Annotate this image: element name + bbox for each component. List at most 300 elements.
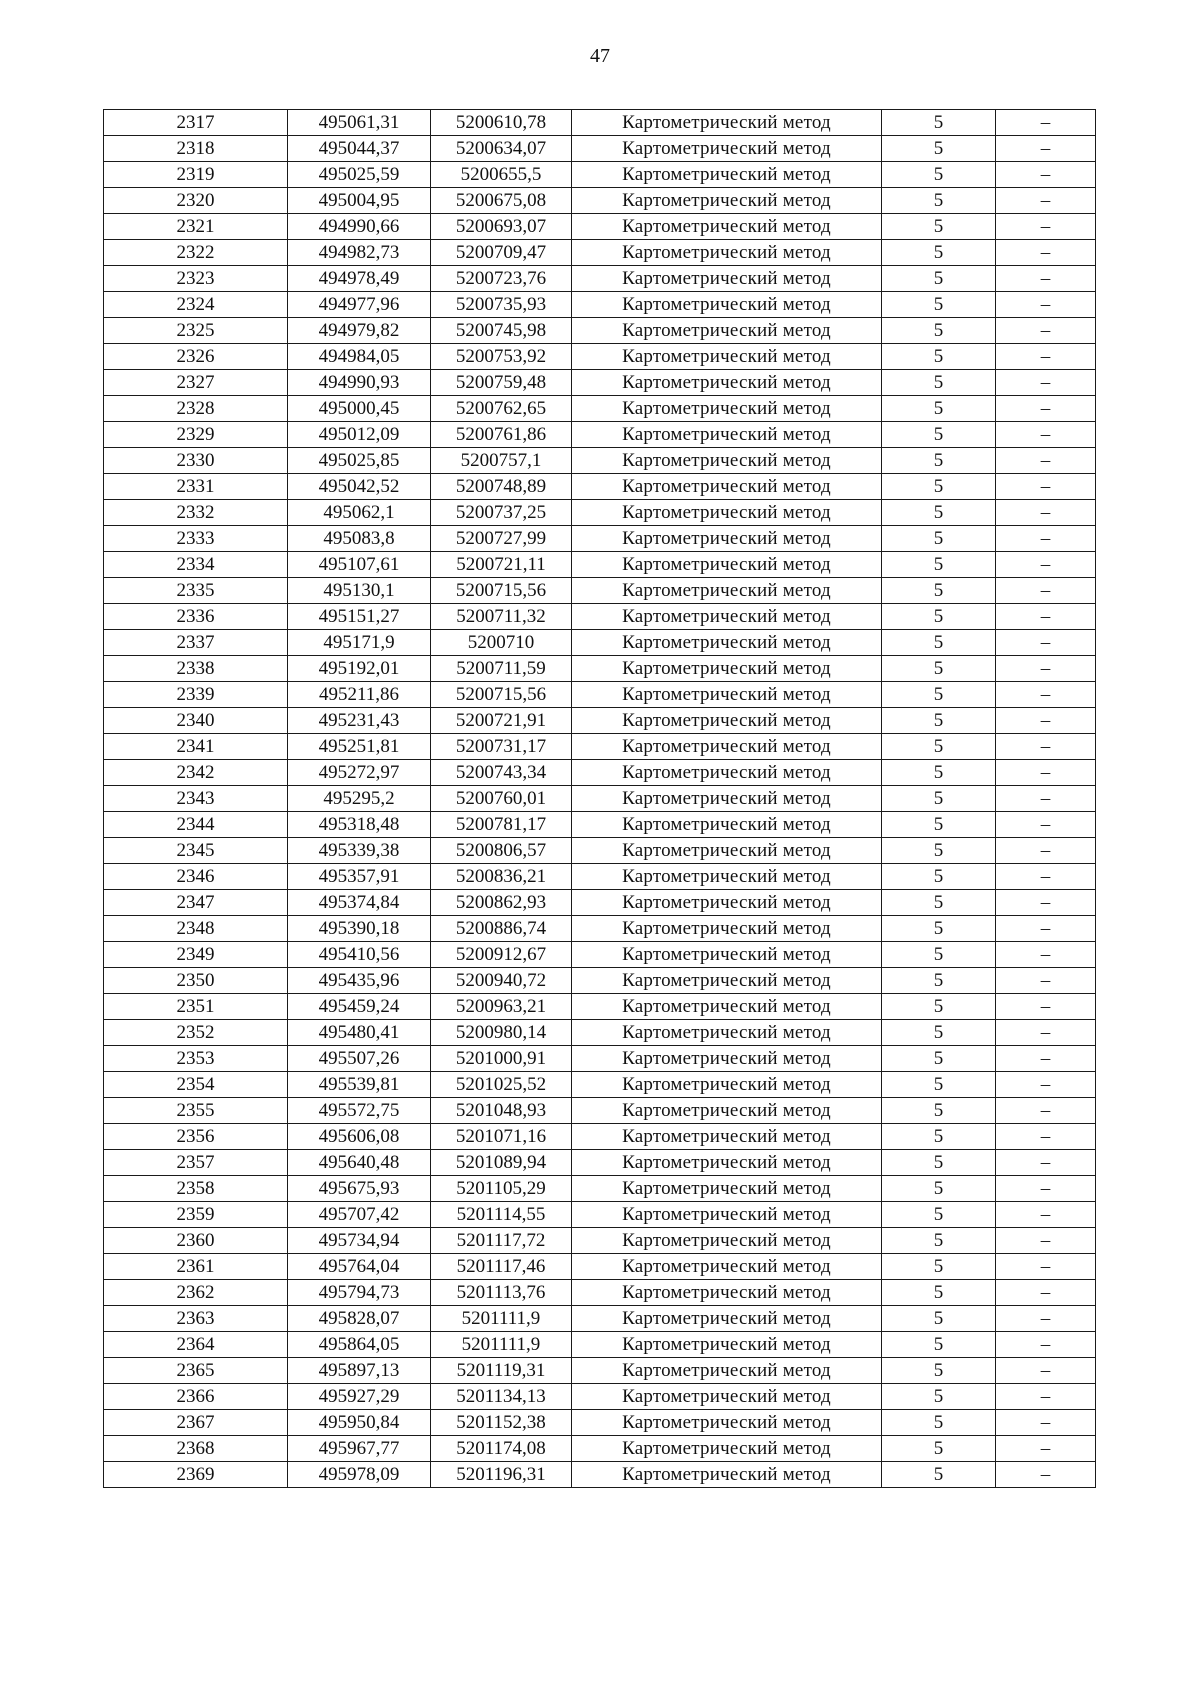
accuracy-cell: 5 <box>882 578 996 604</box>
point-number-cell: 2350 <box>104 968 288 994</box>
x-coordinate-cell: 495864,05 <box>288 1332 431 1358</box>
method-cell: Картометрический метод <box>572 1098 882 1124</box>
description-cell: – <box>996 1462 1096 1488</box>
table-row <box>104 630 1096 656</box>
point-number-cell: 2354 <box>104 1072 288 1098</box>
x-coordinate-cell: 495828,07 <box>288 1306 431 1332</box>
description-cell: – <box>996 1228 1096 1254</box>
table-row <box>104 422 1096 448</box>
method-cell: Картометрический метод <box>572 1358 882 1384</box>
table-row <box>104 136 1096 162</box>
accuracy-cell: 5 <box>882 604 996 630</box>
y-coordinate-cell: 5200655,5 <box>431 162 572 188</box>
x-coordinate-cell: 495357,91 <box>288 864 431 890</box>
point-number-cell: 2342 <box>104 760 288 786</box>
method-cell: Картометрический метод <box>572 396 882 422</box>
accuracy-cell: 5 <box>882 1436 996 1462</box>
method-cell: Картометрический метод <box>572 994 882 1020</box>
method-cell: Картометрический метод <box>572 448 882 474</box>
y-coordinate-cell: 5201196,31 <box>431 1462 572 1488</box>
accuracy-cell: 5 <box>882 448 996 474</box>
method-cell: Картометрический метод <box>572 1306 882 1332</box>
description-cell: – <box>996 760 1096 786</box>
table-row <box>104 864 1096 890</box>
accuracy-cell: 5 <box>882 292 996 318</box>
point-number-cell: 2345 <box>104 838 288 864</box>
point-number-cell: 2322 <box>104 240 288 266</box>
point-number-cell: 2333 <box>104 526 288 552</box>
x-coordinate-cell: 495507,26 <box>288 1046 431 1072</box>
x-coordinate-cell: 495062,1 <box>288 500 431 526</box>
x-coordinate-cell: 495640,48 <box>288 1150 431 1176</box>
point-number-cell: 2347 <box>104 890 288 916</box>
accuracy-cell: 5 <box>882 1280 996 1306</box>
method-cell: Картометрический метод <box>572 1202 882 1228</box>
x-coordinate-cell: 495107,61 <box>288 552 431 578</box>
y-coordinate-cell: 5201105,29 <box>431 1176 572 1202</box>
description-cell: – <box>996 422 1096 448</box>
accuracy-cell: 5 <box>882 188 996 214</box>
accuracy-cell: 5 <box>882 1124 996 1150</box>
point-number-cell: 2351 <box>104 994 288 1020</box>
table-row <box>104 1280 1096 1306</box>
accuracy-cell: 5 <box>882 838 996 864</box>
y-coordinate-cell: 5200912,67 <box>431 942 572 968</box>
table-row <box>104 240 1096 266</box>
y-coordinate-cell: 5201071,16 <box>431 1124 572 1150</box>
method-cell: Картометрический метод <box>572 500 882 526</box>
point-number-cell: 2324 <box>104 292 288 318</box>
table-row <box>104 1436 1096 1462</box>
point-number-cell: 2339 <box>104 682 288 708</box>
table-row <box>104 1228 1096 1254</box>
table-row <box>104 1384 1096 1410</box>
y-coordinate-cell: 5200721,91 <box>431 708 572 734</box>
method-cell: Картометрический метод <box>572 916 882 942</box>
description-cell: – <box>996 1306 1096 1332</box>
table-row <box>104 786 1096 812</box>
x-coordinate-cell: 495004,95 <box>288 188 431 214</box>
description-cell: – <box>996 630 1096 656</box>
description-cell: – <box>996 1280 1096 1306</box>
description-cell: – <box>996 1176 1096 1202</box>
method-cell: Картометрический метод <box>572 1176 882 1202</box>
description-cell: – <box>996 162 1096 188</box>
x-coordinate-cell: 495480,41 <box>288 1020 431 1046</box>
description-cell: – <box>996 1410 1096 1436</box>
accuracy-cell: 5 <box>882 1332 996 1358</box>
method-cell: Картометрический метод <box>572 552 882 578</box>
x-coordinate-cell: 494977,96 <box>288 292 431 318</box>
accuracy-cell: 5 <box>882 240 996 266</box>
method-cell: Картометрический метод <box>572 136 882 162</box>
method-cell: Картометрический метод <box>572 708 882 734</box>
y-coordinate-cell: 5201000,91 <box>431 1046 572 1072</box>
method-cell: Картометрический метод <box>572 760 882 786</box>
accuracy-cell: 5 <box>882 552 996 578</box>
description-cell: – <box>996 1020 1096 1046</box>
x-coordinate-cell: 495318,48 <box>288 812 431 838</box>
x-coordinate-cell: 495025,59 <box>288 162 431 188</box>
point-number-cell: 2348 <box>104 916 288 942</box>
y-coordinate-cell: 5200748,89 <box>431 474 572 500</box>
y-coordinate-cell: 5200762,65 <box>431 396 572 422</box>
x-coordinate-cell: 495025,85 <box>288 448 431 474</box>
description-cell: – <box>996 396 1096 422</box>
y-coordinate-cell: 5200737,25 <box>431 500 572 526</box>
method-cell: Картометрический метод <box>572 604 882 630</box>
description-cell: – <box>996 786 1096 812</box>
table-row <box>104 1332 1096 1358</box>
x-coordinate-cell: 495251,81 <box>288 734 431 760</box>
description-cell: – <box>996 682 1096 708</box>
method-cell: Картометрический метод <box>572 1280 882 1306</box>
x-coordinate-cell: 495435,96 <box>288 968 431 994</box>
description-cell: – <box>996 838 1096 864</box>
accuracy-cell: 5 <box>882 162 996 188</box>
description-cell: – <box>996 994 1096 1020</box>
table-row <box>104 942 1096 968</box>
table-row <box>104 474 1096 500</box>
method-cell: Картометрический метод <box>572 1436 882 1462</box>
table-row <box>104 734 1096 760</box>
method-cell: Картометрический метод <box>572 734 882 760</box>
x-coordinate-cell: 495151,27 <box>288 604 431 630</box>
accuracy-cell: 5 <box>882 370 996 396</box>
method-cell: Картометрический метод <box>572 318 882 344</box>
accuracy-cell: 5 <box>882 500 996 526</box>
y-coordinate-cell: 5200721,11 <box>431 552 572 578</box>
description-cell: – <box>996 604 1096 630</box>
method-cell: Картометрический метод <box>572 838 882 864</box>
method-cell: Картометрический метод <box>572 682 882 708</box>
table-row <box>104 838 1096 864</box>
y-coordinate-cell: 5200806,57 <box>431 838 572 864</box>
table-row <box>104 708 1096 734</box>
method-cell: Картометрический метод <box>572 214 882 240</box>
y-coordinate-cell: 5201114,55 <box>431 1202 572 1228</box>
accuracy-cell: 5 <box>882 110 996 136</box>
x-coordinate-cell: 495967,77 <box>288 1436 431 1462</box>
y-coordinate-cell: 5200753,92 <box>431 344 572 370</box>
method-cell: Картометрический метод <box>572 1072 882 1098</box>
description-cell: – <box>996 292 1096 318</box>
description-cell: – <box>996 734 1096 760</box>
description-cell: – <box>996 1124 1096 1150</box>
table-row <box>104 890 1096 916</box>
x-coordinate-cell: 495012,09 <box>288 422 431 448</box>
point-number-cell: 2353 <box>104 1046 288 1072</box>
point-number-cell: 2344 <box>104 812 288 838</box>
y-coordinate-cell: 5201048,93 <box>431 1098 572 1124</box>
point-number-cell: 2341 <box>104 734 288 760</box>
x-coordinate-cell: 495927,29 <box>288 1384 431 1410</box>
point-number-cell: 2369 <box>104 1462 288 1488</box>
y-coordinate-cell: 5201025,52 <box>431 1072 572 1098</box>
method-cell: Картометрический метод <box>572 1384 882 1410</box>
table-row <box>104 162 1096 188</box>
point-number-cell: 2323 <box>104 266 288 292</box>
point-number-cell: 2336 <box>104 604 288 630</box>
y-coordinate-cell: 5200711,32 <box>431 604 572 630</box>
x-coordinate-cell: 495000,45 <box>288 396 431 422</box>
y-coordinate-cell: 5200710 <box>431 630 572 656</box>
table-row <box>104 110 1096 136</box>
accuracy-cell: 5 <box>882 266 996 292</box>
accuracy-cell: 5 <box>882 396 996 422</box>
point-number-cell: 2335 <box>104 578 288 604</box>
description-cell: – <box>996 370 1096 396</box>
accuracy-cell: 5 <box>882 942 996 968</box>
accuracy-cell: 5 <box>882 890 996 916</box>
point-number-cell: 2365 <box>104 1358 288 1384</box>
accuracy-cell: 5 <box>882 968 996 994</box>
point-number-cell: 2349 <box>104 942 288 968</box>
method-cell: Картометрический метод <box>572 1254 882 1280</box>
table-row <box>104 1046 1096 1072</box>
x-coordinate-cell: 495459,24 <box>288 994 431 1020</box>
table-row <box>104 1124 1096 1150</box>
accuracy-cell: 5 <box>882 1462 996 1488</box>
description-cell: – <box>996 1358 1096 1384</box>
x-coordinate-cell: 495390,18 <box>288 916 431 942</box>
accuracy-cell: 5 <box>882 812 996 838</box>
y-coordinate-cell: 5200634,07 <box>431 136 572 162</box>
accuracy-cell: 5 <box>882 734 996 760</box>
description-cell: – <box>996 344 1096 370</box>
accuracy-cell: 5 <box>882 318 996 344</box>
x-coordinate-cell: 495171,9 <box>288 630 431 656</box>
accuracy-cell: 5 <box>882 864 996 890</box>
accuracy-cell: 5 <box>882 526 996 552</box>
accuracy-cell: 5 <box>882 1098 996 1124</box>
point-number-cell: 2321 <box>104 214 288 240</box>
x-coordinate-cell: 495295,2 <box>288 786 431 812</box>
table-row <box>104 318 1096 344</box>
description-cell: – <box>996 708 1096 734</box>
point-number-cell: 2326 <box>104 344 288 370</box>
accuracy-cell: 5 <box>882 708 996 734</box>
description-cell: – <box>996 656 1096 682</box>
y-coordinate-cell: 5200836,21 <box>431 864 572 890</box>
y-coordinate-cell: 5201152,38 <box>431 1410 572 1436</box>
point-number-cell: 2357 <box>104 1150 288 1176</box>
x-coordinate-cell: 494990,66 <box>288 214 431 240</box>
y-coordinate-cell: 5200757,1 <box>431 448 572 474</box>
method-cell: Картометрический метод <box>572 786 882 812</box>
method-cell: Картометрический метод <box>572 110 882 136</box>
description-cell: – <box>996 552 1096 578</box>
table-row <box>104 994 1096 1020</box>
point-number-cell: 2359 <box>104 1202 288 1228</box>
description-cell: – <box>996 448 1096 474</box>
table-row <box>104 682 1096 708</box>
accuracy-cell: 5 <box>882 214 996 240</box>
x-coordinate-cell: 494990,93 <box>288 370 431 396</box>
y-coordinate-cell: 5201117,46 <box>431 1254 572 1280</box>
accuracy-cell: 5 <box>882 1046 996 1072</box>
y-coordinate-cell: 5200963,21 <box>431 994 572 1020</box>
x-coordinate-cell: 495083,8 <box>288 526 431 552</box>
y-coordinate-cell: 5200709,47 <box>431 240 572 266</box>
table-row <box>104 1254 1096 1280</box>
point-number-cell: 2356 <box>104 1124 288 1150</box>
method-cell: Картометрический метод <box>572 188 882 214</box>
y-coordinate-cell: 5201089,94 <box>431 1150 572 1176</box>
table-row <box>104 1306 1096 1332</box>
description-cell: – <box>996 1072 1096 1098</box>
method-cell: Картометрический метод <box>572 162 882 188</box>
accuracy-cell: 5 <box>882 1202 996 1228</box>
description-cell: – <box>996 526 1096 552</box>
description-cell: – <box>996 266 1096 292</box>
y-coordinate-cell: 5200886,74 <box>431 916 572 942</box>
table-row <box>104 578 1096 604</box>
point-number-cell: 2360 <box>104 1228 288 1254</box>
method-cell: Картометрический метод <box>572 968 882 994</box>
accuracy-cell: 5 <box>882 682 996 708</box>
table-row <box>104 344 1096 370</box>
method-cell: Картометрический метод <box>572 864 882 890</box>
description-cell: – <box>996 890 1096 916</box>
description-cell: – <box>996 968 1096 994</box>
y-coordinate-cell: 5201117,72 <box>431 1228 572 1254</box>
method-cell: Картометрический метод <box>572 292 882 318</box>
accuracy-cell: 5 <box>882 786 996 812</box>
accuracy-cell: 5 <box>882 1410 996 1436</box>
method-cell: Картометрический метод <box>572 344 882 370</box>
y-coordinate-cell: 5201174,08 <box>431 1436 572 1462</box>
table-row <box>104 1358 1096 1384</box>
description-cell: – <box>996 240 1096 266</box>
accuracy-cell: 5 <box>882 474 996 500</box>
y-coordinate-cell: 5200759,48 <box>431 370 572 396</box>
description-cell: – <box>996 1098 1096 1124</box>
table-row <box>104 760 1096 786</box>
method-cell: Картометрический метод <box>572 1124 882 1150</box>
point-number-cell: 2364 <box>104 1332 288 1358</box>
x-coordinate-cell: 495231,43 <box>288 708 431 734</box>
point-number-cell: 2325 <box>104 318 288 344</box>
table-row <box>104 604 1096 630</box>
accuracy-cell: 5 <box>882 1306 996 1332</box>
description-cell: – <box>996 318 1096 344</box>
y-coordinate-cell: 5200675,08 <box>431 188 572 214</box>
x-coordinate-cell: 495272,97 <box>288 760 431 786</box>
page-number: 47 <box>590 45 610 67</box>
table-row <box>104 396 1096 422</box>
x-coordinate-cell: 495707,42 <box>288 1202 431 1228</box>
y-coordinate-cell: 5200781,17 <box>431 812 572 838</box>
method-cell: Картометрический метод <box>572 1410 882 1436</box>
point-number-cell: 2358 <box>104 1176 288 1202</box>
x-coordinate-cell: 494979,82 <box>288 318 431 344</box>
table-row <box>104 214 1096 240</box>
y-coordinate-cell: 5200727,99 <box>431 526 572 552</box>
table-row <box>104 526 1096 552</box>
description-cell: – <box>996 916 1096 942</box>
y-coordinate-cell: 5200715,56 <box>431 682 572 708</box>
point-number-cell: 2361 <box>104 1254 288 1280</box>
y-coordinate-cell: 5201134,13 <box>431 1384 572 1410</box>
y-coordinate-cell: 5200711,59 <box>431 656 572 682</box>
accuracy-cell: 5 <box>882 1020 996 1046</box>
accuracy-cell: 5 <box>882 422 996 448</box>
description-cell: – <box>996 1254 1096 1280</box>
method-cell: Картометрический метод <box>572 422 882 448</box>
method-cell: Картометрический метод <box>572 1150 882 1176</box>
description-cell: – <box>996 214 1096 240</box>
table-row <box>104 916 1096 942</box>
x-coordinate-cell: 495734,94 <box>288 1228 431 1254</box>
x-coordinate-cell: 494984,05 <box>288 344 431 370</box>
y-coordinate-cell: 5200693,07 <box>431 214 572 240</box>
y-coordinate-cell: 5200940,72 <box>431 968 572 994</box>
point-number-cell: 2362 <box>104 1280 288 1306</box>
point-number-cell: 2318 <box>104 136 288 162</box>
x-coordinate-cell: 495950,84 <box>288 1410 431 1436</box>
point-number-cell: 2368 <box>104 1436 288 1462</box>
accuracy-cell: 5 <box>882 1176 996 1202</box>
table-row <box>104 448 1096 474</box>
y-coordinate-cell: 5201119,31 <box>431 1358 572 1384</box>
x-coordinate-cell: 495794,73 <box>288 1280 431 1306</box>
table-row <box>104 656 1096 682</box>
description-cell: – <box>996 942 1096 968</box>
x-coordinate-cell: 495606,08 <box>288 1124 431 1150</box>
y-coordinate-cell: 5200760,01 <box>431 786 572 812</box>
table-row <box>104 968 1096 994</box>
point-number-cell: 2352 <box>104 1020 288 1046</box>
x-coordinate-cell: 495374,84 <box>288 890 431 916</box>
point-number-cell: 2317 <box>104 110 288 136</box>
x-coordinate-cell: 495192,01 <box>288 656 431 682</box>
description-cell: – <box>996 1384 1096 1410</box>
method-cell: Картометрический метод <box>572 942 882 968</box>
x-coordinate-cell: 495044,37 <box>288 136 431 162</box>
x-coordinate-cell: 494978,49 <box>288 266 431 292</box>
table-row <box>104 500 1096 526</box>
method-cell: Картометрический метод <box>572 266 882 292</box>
description-cell: – <box>996 1202 1096 1228</box>
y-coordinate-cell: 5201111,9 <box>431 1306 572 1332</box>
point-number-cell: 2327 <box>104 370 288 396</box>
x-coordinate-cell: 494982,73 <box>288 240 431 266</box>
y-coordinate-cell: 5200723,76 <box>431 266 572 292</box>
accuracy-cell: 5 <box>882 656 996 682</box>
point-number-cell: 2328 <box>104 396 288 422</box>
accuracy-cell: 5 <box>882 1072 996 1098</box>
method-cell: Картометрический метод <box>572 1046 882 1072</box>
table-row <box>104 370 1096 396</box>
y-coordinate-cell: 5200862,93 <box>431 890 572 916</box>
accuracy-cell: 5 <box>882 1384 996 1410</box>
point-number-cell: 2332 <box>104 500 288 526</box>
accuracy-cell: 5 <box>882 1358 996 1384</box>
accuracy-cell: 5 <box>882 994 996 1020</box>
method-cell: Картометрический метод <box>572 1020 882 1046</box>
y-coordinate-cell: 5201111,9 <box>431 1332 572 1358</box>
point-number-cell: 2363 <box>104 1306 288 1332</box>
point-number-cell: 2337 <box>104 630 288 656</box>
y-coordinate-cell: 5200980,14 <box>431 1020 572 1046</box>
x-coordinate-cell: 495539,81 <box>288 1072 431 1098</box>
method-cell: Картометрический метод <box>572 526 882 552</box>
description-cell: – <box>996 1046 1096 1072</box>
description-cell: – <box>996 1436 1096 1462</box>
description-cell: – <box>996 578 1096 604</box>
method-cell: Картометрический метод <box>572 1332 882 1358</box>
